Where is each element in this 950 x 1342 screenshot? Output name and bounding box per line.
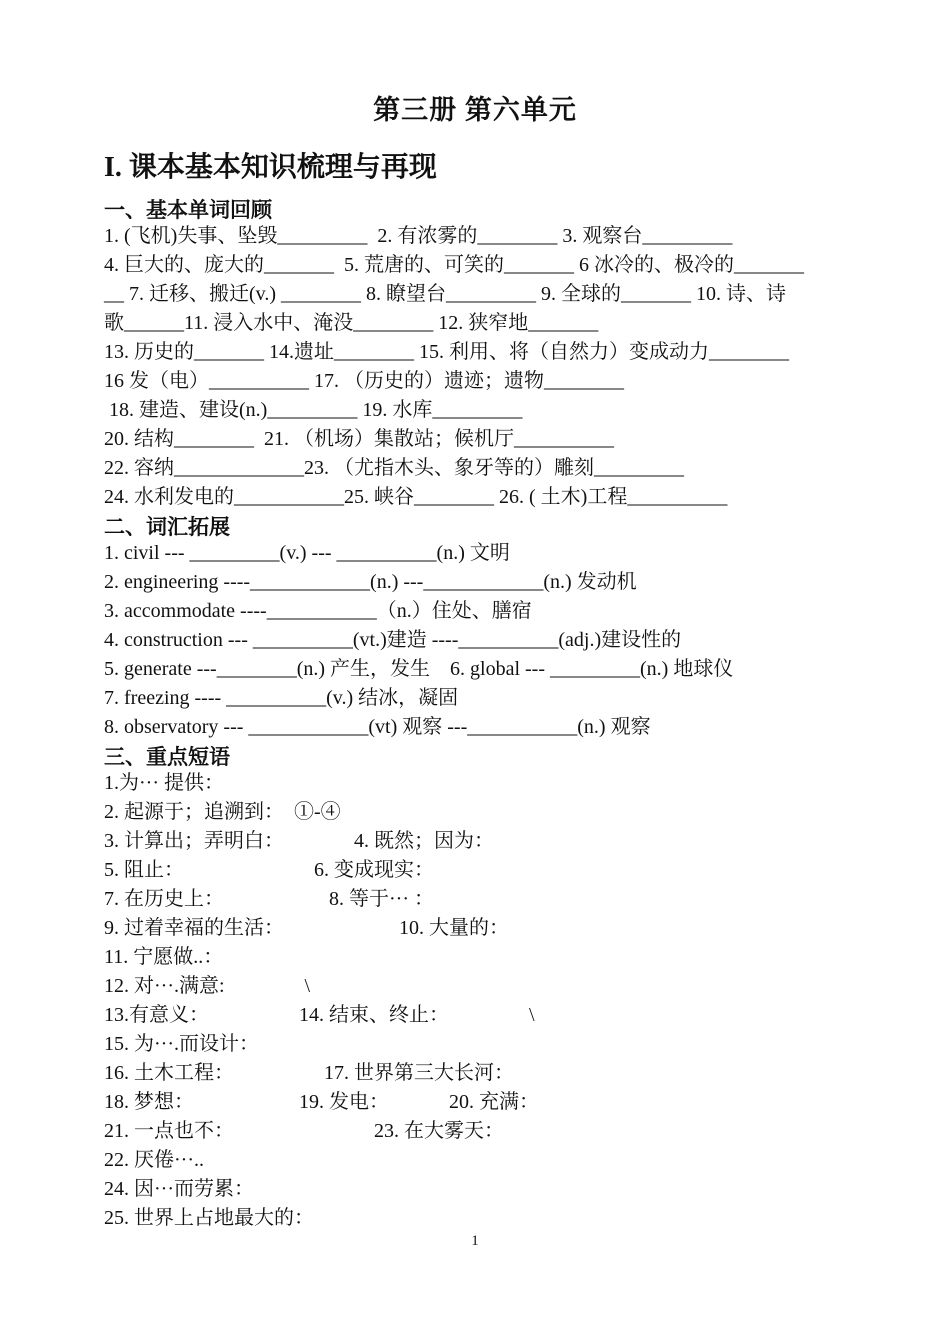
phrase-line: 1.为··· 提供： [104, 772, 224, 794]
phrase-line: 18. 梦想： 19. 发电： 20. 充满： [104, 1091, 539, 1113]
expansion-line: 4. construction --- __________(vt.)建造 ----__________(adj.)建设性的 [104, 629, 682, 651]
phrase-line: 15. 为···.而设计： [104, 1033, 259, 1055]
vocab-line: 24. 水利发电的___________25. 峡谷________ 26. ( 土木)工程__________ [104, 486, 728, 508]
page-number: 1 [471, 1233, 479, 1249]
section-heading-vocabulary-review: 一、基本单词回顾 [104, 198, 272, 222]
expansion-line: 8. observatory --- ____________(vt) 观察 ---___________(n.) 观察 [104, 716, 651, 738]
section-heading-key-phrases: 三、重点短语 [104, 745, 230, 769]
expansion-line: 1. civil --- _________(v.) --- __________(n.) 文明 [104, 542, 510, 564]
phrase-line: 3. 计算出；弄明白： 4. 既然；因为： [104, 830, 494, 852]
phrase-line: 16. 土木工程： 17. 世界第三大长河： [104, 1062, 514, 1084]
phrase-line: 2. 起源于；追溯到： ①-④ [104, 801, 341, 823]
vocab-line: 13. 历史的_______ 14.遗址________ 15. 利用、将（自然力）变成动力________ [104, 341, 789, 363]
vocab-line: 20. 结构________ 21. （机场）集散站；候机厅__________ [104, 428, 614, 450]
phrase-line: 13.有意义： 14. 结束、终止： \ [104, 1004, 535, 1026]
expansion-line: 3. accommodate ----___________（n.）住处、膳宿 [104, 600, 532, 622]
vocab-line: 歌______11. 浸入水中、淹没________ 12. 狭窄地_______ [104, 312, 599, 334]
phrase-line: 5. 阻止： 6. 变成现实： [104, 859, 434, 881]
phrase-line: 9. 过着幸福的生活： 10. 大量的： [104, 917, 509, 939]
page-title: 第三册 第六单元 [373, 95, 577, 125]
phrase-line: 11. 宁愿做..： [104, 946, 224, 968]
vocab-line: 18. 建造、建设(n.)_________ 19. 水库_________ [104, 399, 523, 421]
vocab-line: 16 发（电）__________ 17. （历史的）遗迹；遗物________ [104, 370, 624, 392]
expansion-line: 7. freezing ---- __________(v.) 结冰，凝固 [104, 687, 459, 709]
expansion-line: 5. generate ---________(n.) 产生，发生 6. global --- _________(n.) 地球仪 [104, 658, 734, 680]
expansion-line: 2. engineering ----____________(n.) ---____________(n.) 发动机 [104, 571, 637, 593]
vocab-line: __ 7. 迁移、搬迁(v.) ________ 8. 瞭望台_________ 9. 全球的_______ 10. 诗、诗 [104, 283, 787, 305]
phrase-line: 7. 在历史上： 8. 等于··· ： [104, 888, 434, 910]
vocab-line: 1. (飞机)失事、坠毁_________ 2. 有浓雾的________ 3. 观察台_________ [104, 225, 733, 247]
phrase-line: 24. 因···而劳累： [104, 1178, 254, 1200]
phrase-line: 12. 对···.满意: \ [104, 975, 311, 997]
phrase-line: 21. 一点也不： 23. 在大雾天： [104, 1120, 504, 1142]
phrase-line: 25. 世界上占地最大的： [104, 1207, 314, 1229]
part-heading: I. 课本基本知识梳理与再现 [104, 152, 437, 183]
phrase-line: 22. 厌倦···.. [104, 1149, 204, 1171]
section-heading-vocabulary-expansion: 二、词汇拓展 [104, 515, 230, 539]
vocab-line: 4. 巨大的、庞大的_______ 5. 荒唐的、可笑的_______ 6 冰冷的、极冷的_______ [104, 254, 804, 276]
vocab-line: 22. 容纳_____________23. （尤指木头、象牙等的）雕刻_________ [104, 457, 684, 479]
